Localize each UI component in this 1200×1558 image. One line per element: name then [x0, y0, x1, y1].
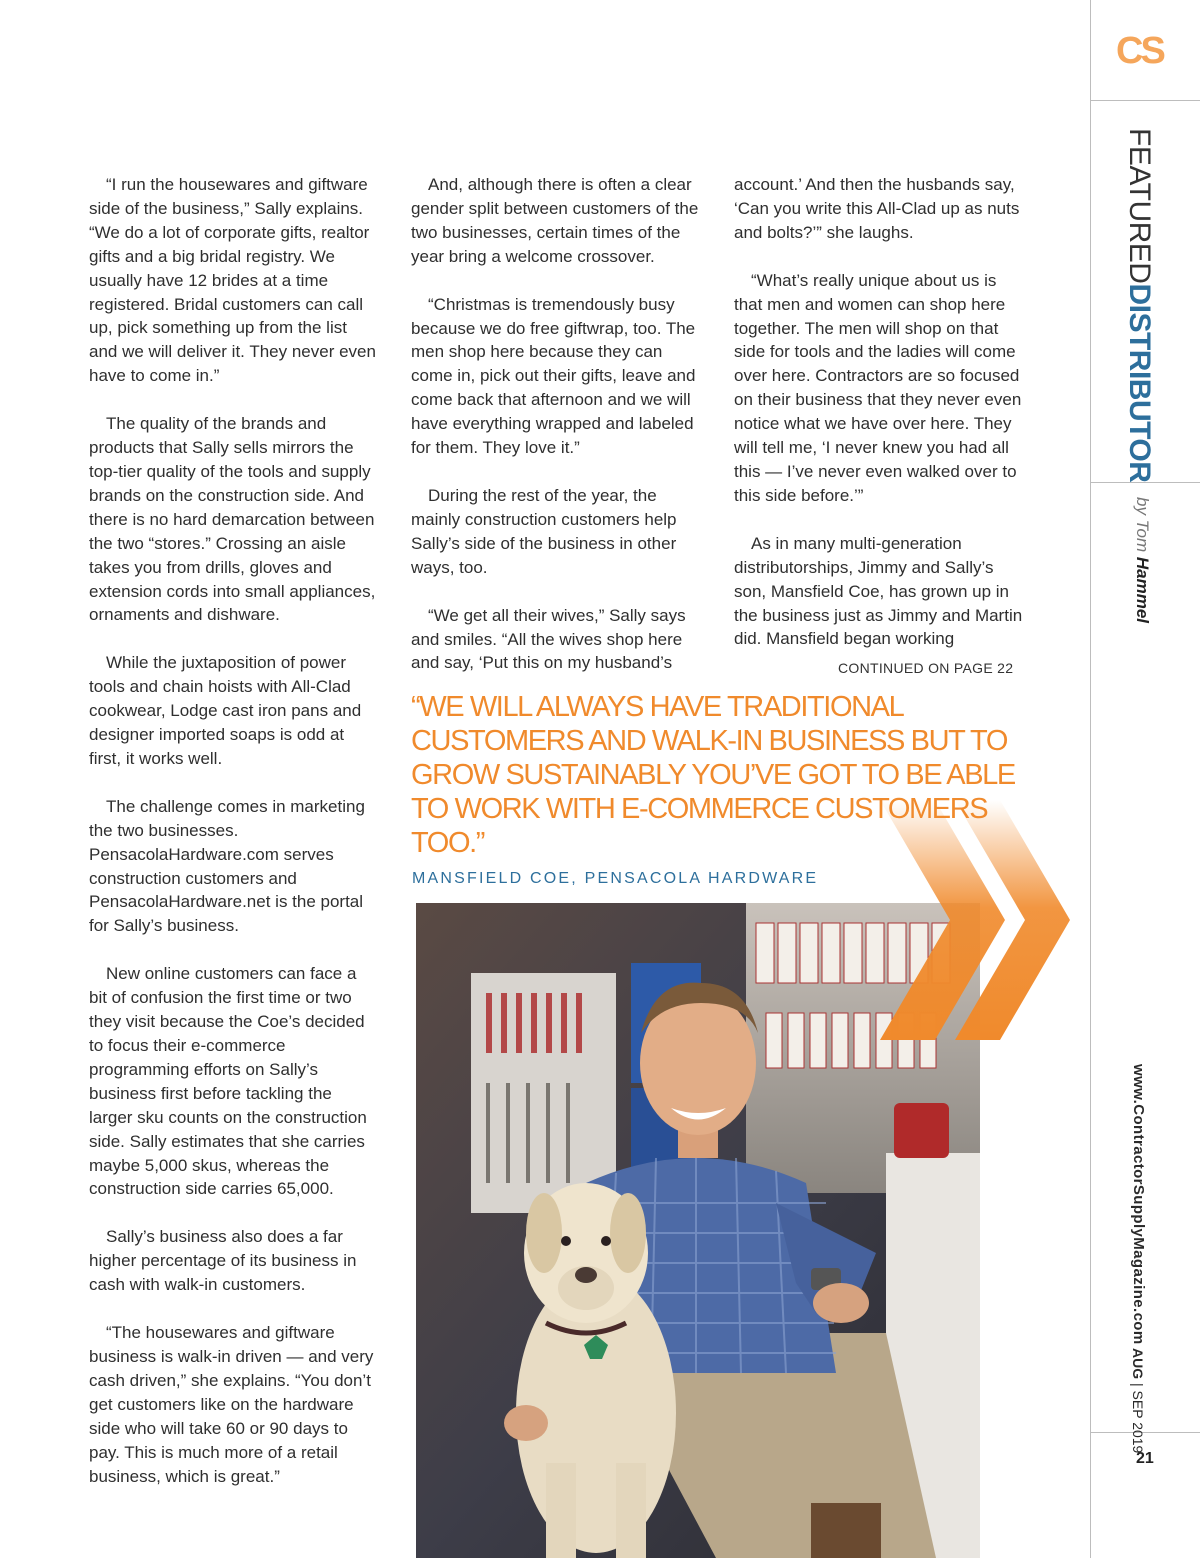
paragraph: The challenge comes in marketing the two businesses. PensacolaHardware.com serves construction customers and PensacolaHardware.net is the portal for Sally’s business. [89, 796, 365, 936]
continued-on-page: CONTINUED ON PAGE 22 [838, 660, 1014, 676]
paragraph: “We get all their wives,” Sally says and smiles. “All the wives shop here and say, ‘Put this on my husband’s [411, 605, 686, 673]
issue-rest: SEP 2019 [1130, 1390, 1146, 1454]
rail-divider [1090, 0, 1091, 1558]
section-title-light: FEATURED [1123, 128, 1156, 284]
paragraph: The quality of the brands and products that Sally sells mirrors the top-tier quality of the tools and supply brands on the construction side. And there is no hard demarcation between the two “stores.” Crossing an aisle takes you from drills, gloves and extension cords into small appliances, ornaments and dishware. [89, 414, 376, 625]
paragraph: “The housewares and giftware business is walk-in driven — and very cash driven,” she explains. “You don’t get customers like on the hardware side who will take 60 or 90 days to pay. This is much more of a retail business, which is great.” [89, 1323, 374, 1486]
pull-quote-attribution: MANSFIELD COE, PENSACOLA HARDWARE [412, 870, 819, 887]
byline [1132, 497, 1152, 623]
website-url[interactable]: www.ContractorSupplyMagazine.com [1130, 1064, 1147, 1345]
paragraph: As in many multi-generation distributorships, Jimmy and Sally’s son, Mansfield Coe, has grown up in the business just as Jimmy and Martin did. Mansfield began working [734, 533, 1023, 649]
paragraph: “I run the housewares and giftware side of the business,” Sally explains. “We do a lot of corporate gifts, realtor gifts and a big bridal registry. We usually have 12 brides at a time registered. Bridal customers can call up, pick something up from the list and we will deliver it. They never even have to come in.” [89, 175, 376, 386]
section-title-bold: DISTRIBUTOR [1123, 283, 1156, 483]
paragraph: account.’ And then the husbands say, ‘Can you write this All-Clad up as nuts and bolts?’” she laughs. [734, 175, 1020, 242]
byline-prefix: by Tom [1133, 497, 1152, 553]
page-number: 21 [1136, 1450, 1154, 1467]
pull-quote: “WE WILL ALWAYS HAVE TRADITIONAL CUSTOMERS AND WALK-IN BUSINESS BUT TO GROW SUSTAINABLY YOU’VE GOT TO BE ABLE TO WORK WITH E-COMMERCE CUSTOMERS TOO.” [411, 691, 1015, 859]
paragraph: Sally’s business also does a far higher percentage of its business in cash with walk-in customers. [89, 1227, 357, 1295]
issue-date [1130, 1348, 1146, 1453]
rail-divider-top [1090, 100, 1200, 101]
paragraph: During the rest of the year, the mainly construction customers help Sally’s side of the business in other ways, too. [411, 485, 677, 577]
paragraph: “What’s really unique about us is that men and women can shop here together. The men will shop on that side for tools and the ladies will come over here. Contractors are so focused on their business that they never even notice what we have over here. They will tell me, ‘I never knew you had all this — I’ve never even walked over to this side before.’” [734, 270, 1022, 505]
paragraph: “Christmas is tremendously busy because we do free giftwrap, too. The men shop here because they can come in, pick out their gifts, leave and come back that afternoon and we will have everything wrapped and labeled for them. They love it.” [411, 294, 696, 458]
article-column-2 [411, 173, 707, 699]
paragraph: And, although there is often a clear gender split between customers of the two businesses, certain times of the year bring a welcome crossover. [411, 175, 699, 266]
article-column-1 [89, 173, 379, 1512]
magazine-logo: CS [1116, 30, 1163, 72]
issue-month: AUG [1130, 1348, 1146, 1380]
paragraph: While the juxtaposition of power tools and chain hoists with All-Clad cookwear, Lodge cast iron pans and designer imported soaps is odd at first, it works well. [89, 653, 362, 768]
issue-separator: | [1130, 1379, 1146, 1391]
article-column-3 [734, 173, 1026, 675]
byline-author: Hammel [1133, 556, 1152, 623]
paragraph: New online customers can face a bit of confusion the first time or two they visit because the Coe’s decided to focus their e-commerce programming efforts on Sally’s business first before tackling the larger sku counts on the construction side. Sally estimates that she carries maybe 5,000 skus, whereas the construction side carries 65,000. [89, 964, 367, 1199]
section-title [1122, 128, 1156, 482]
